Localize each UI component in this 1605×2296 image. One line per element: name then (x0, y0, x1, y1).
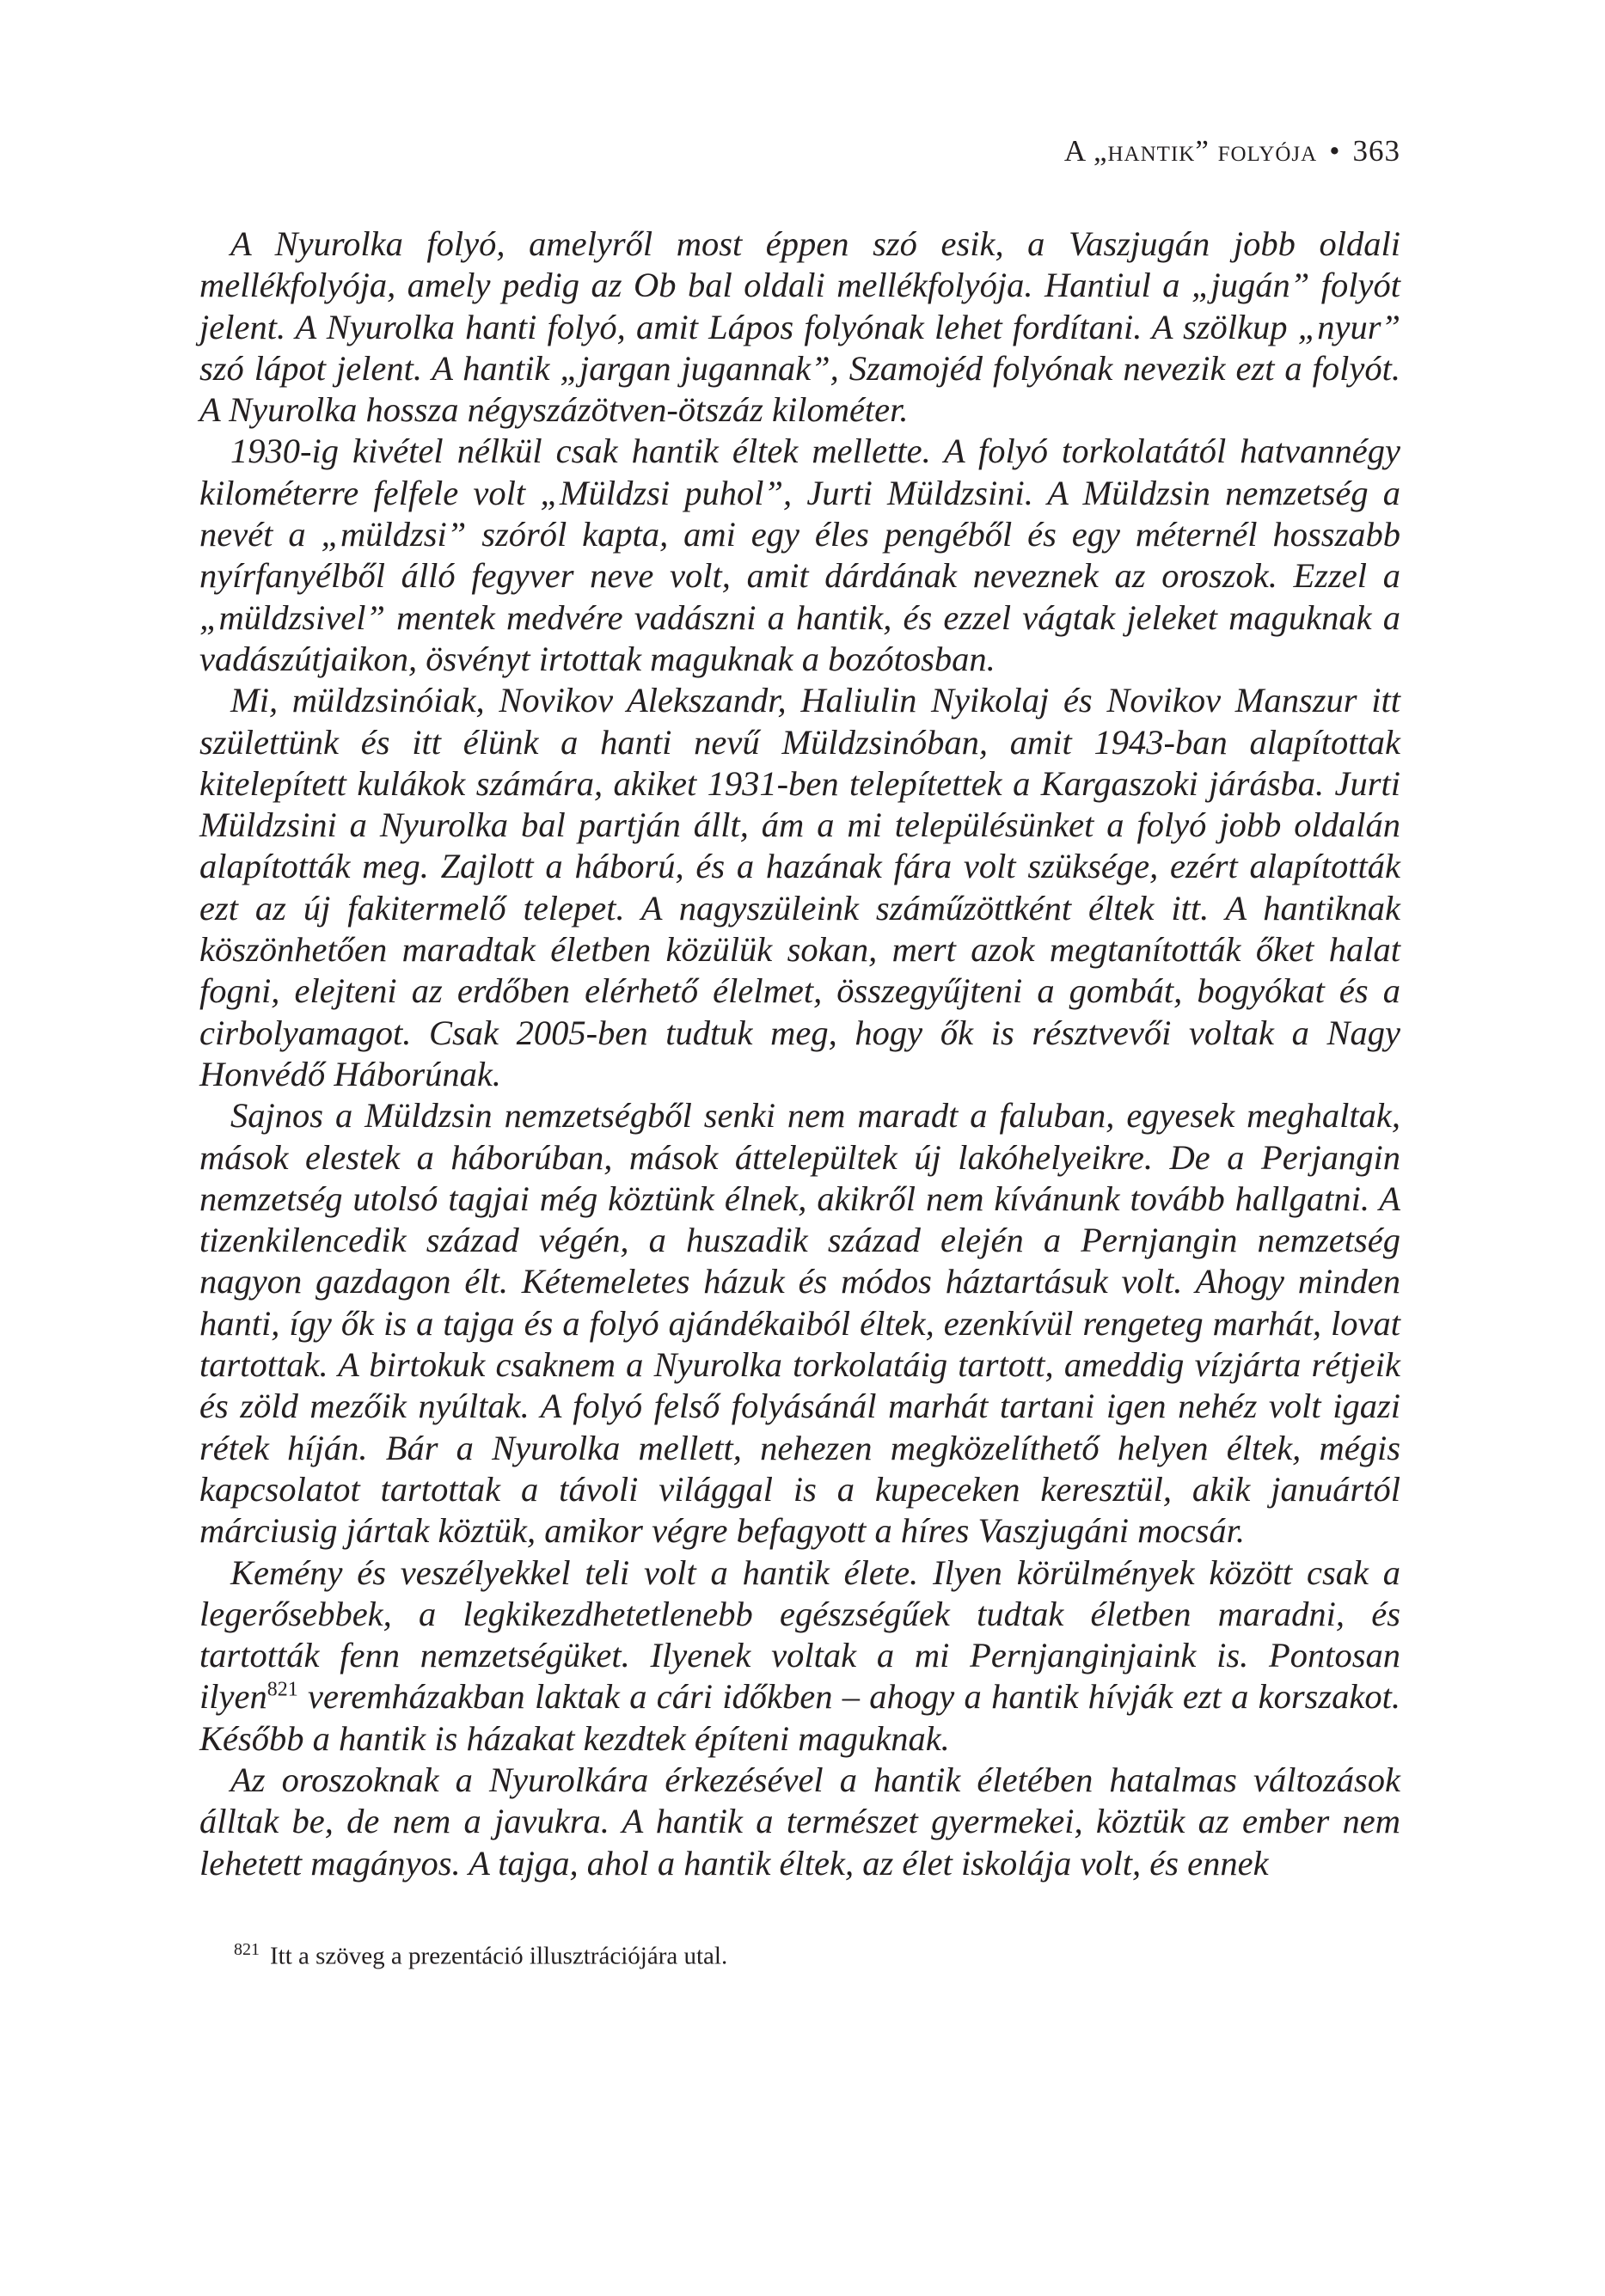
paragraph: Sajnos a Müldzsin nemzetségből senki nem maradt a faluban, egyesek meghaltak, mások elestek a háborúban, mások áttelepültek új lakóhelyeikre. De a Perjangin nemzetség utolsó tagjai még köztünk élnek, akikről nem kívánunk tovább hallgatni. A tizenkilencedik század végén, a huszadik század elején a Pernjangin nemzetség nagyon gazdagon élt. Kétemeletes házuk és módos háztartásuk volt. Ahogy minden hanti, így ők is a tajga és a folyó ajándékaiból éltek, ezenkívül rengeteg marhát, lovat tartottak. A birtokuk csaknem a Nyurolka torkolatáig tartott, ameddig vízjárta rétjeik és zöld mezőik nyúltak. A folyó felső folyásánál marhát tartani igen nehéz volt igazi rétek híján. Bár a Nyurolka mellett, nehezen megközelíthető helyen éltek, mégis kapcsolatot tartottak a távoli világgal is a kupeceken keresztül, akik januártól márciusig jártak köztük, amikor végre befagyott a híres Vaszjugáni mocsár. (199, 1096, 1400, 1551)
running-head (199, 129, 1400, 174)
footnote-reference[interactable]: 821 (266, 1678, 298, 1701)
paragraph-with-footnote (199, 1552, 1400, 1760)
chapter-title: A „hantik” folyója (1063, 134, 1318, 168)
book-page (199, 129, 1400, 1972)
paragraph-text: veremházakban laktak a cári időkben – ahogy a hantik hívják ezt a korszakot. Később a hantik is házakat kezdtek építeni maguknak. (199, 1677, 1400, 1758)
paragraph: Mi, müldzsinóiak, Novikov Alekszandr, Haliulin Nyikolaj és Novikov Manszur itt születtünk és itt élünk a hanti nevű Müldzsinóban, amit 1943-ban alapítottak kitelepített kulákok számára, akiket 1931-ben telepítettek a Kargaszoki járásba. Jurti Müldzsini a Nyurolka bal partján állt, ám a mi településünket a folyó jobb oldalán alapították meg. Zajlott a háború, és a hazának fára volt szüksége, ezért alapították ezt az új fakitermelő telepet. A nagyszüleink száműzöttként éltek itt. A hantiknak köszönhetően maradtak életben közülük sokan, mert azok megtanították őket halat fogni, elejteni az erdőben elérhető élelmet, összegyűjteni a gombát, bogyókat és a cirbolyamagot. Csak 2005-ben tudtuk meg, hogy ők is résztvevői voltak a Nagy Honvédő Háborúnak. (199, 681, 1400, 1093)
paragraph: A Nyurolka folyó, amelyről most éppen szó esik, a Vaszjugán jobb oldali mellékfolyója, amely pedig az Ob bal oldali mellékfolyója. Hantiul a „jugán” folyót jelent. A Nyurolka hanti folyó, amit Lápos folyónak lehet fordítani. A szölkup „nyur” szó lápot jelent. A hantik „jargan jugannak”, Szamojéd folyónak nevezik ezt a folyót. A Nyurolka hossza négyszázötven-ötszáz kilométer. (199, 224, 1400, 430)
paragraph-text: Kemény és veszélyekkel teli volt a hantik élete. Ilyen körülmények között csak a legerősebbek, a legkikezdhetetlenebb egészségűek tudtak életben maradni, és tartották fenn nemzetségüket. Ilyenek voltak a mi Pernjanginjaink is. Pontosan ilyen (199, 1552, 1400, 1717)
footnote (199, 1934, 1400, 1972)
body-text (199, 223, 1400, 1884)
footnote-number: 821 (234, 1939, 260, 1959)
paragraph: Az oroszoknak a Nyurolkára érkezésével a hantik életében hatalmas változások álltak be, de nem a javukra. A hantik a természet gyermekei, köztük az ember nem lehetett magányos. A tajga, ahol a hantik éltek, az élet iskolája volt, és ennek (199, 1760, 1400, 1883)
paragraph: 1930-ig kivétel nélkül csak hantik éltek mellette. A folyó torkolatától hatvannégy kilométerre felfele volt „Müldzsi puhol”, Jurti Müldzsini. A Müldzsin nemzetség a nevét a „müldzsi” szóról kapta, ami egy éles pengéből és egy méternél hosszabb nyírfanyélből álló fegyver neve volt, amit dárdának neveznek az oroszok. Ezzel a „müldzsivel” mentek medvére vadászni a hantik, és ezzel vágtak jeleket maguknak a vadászútjaikon, ösvényt irtottak maguknak a bozótosban. (199, 432, 1400, 678)
footnote-text: Itt a szöveg a prezentáció illusztrációjára utal. (270, 1942, 728, 1970)
page-number: 363 (1352, 134, 1400, 168)
header-bullet: • (1329, 134, 1341, 168)
